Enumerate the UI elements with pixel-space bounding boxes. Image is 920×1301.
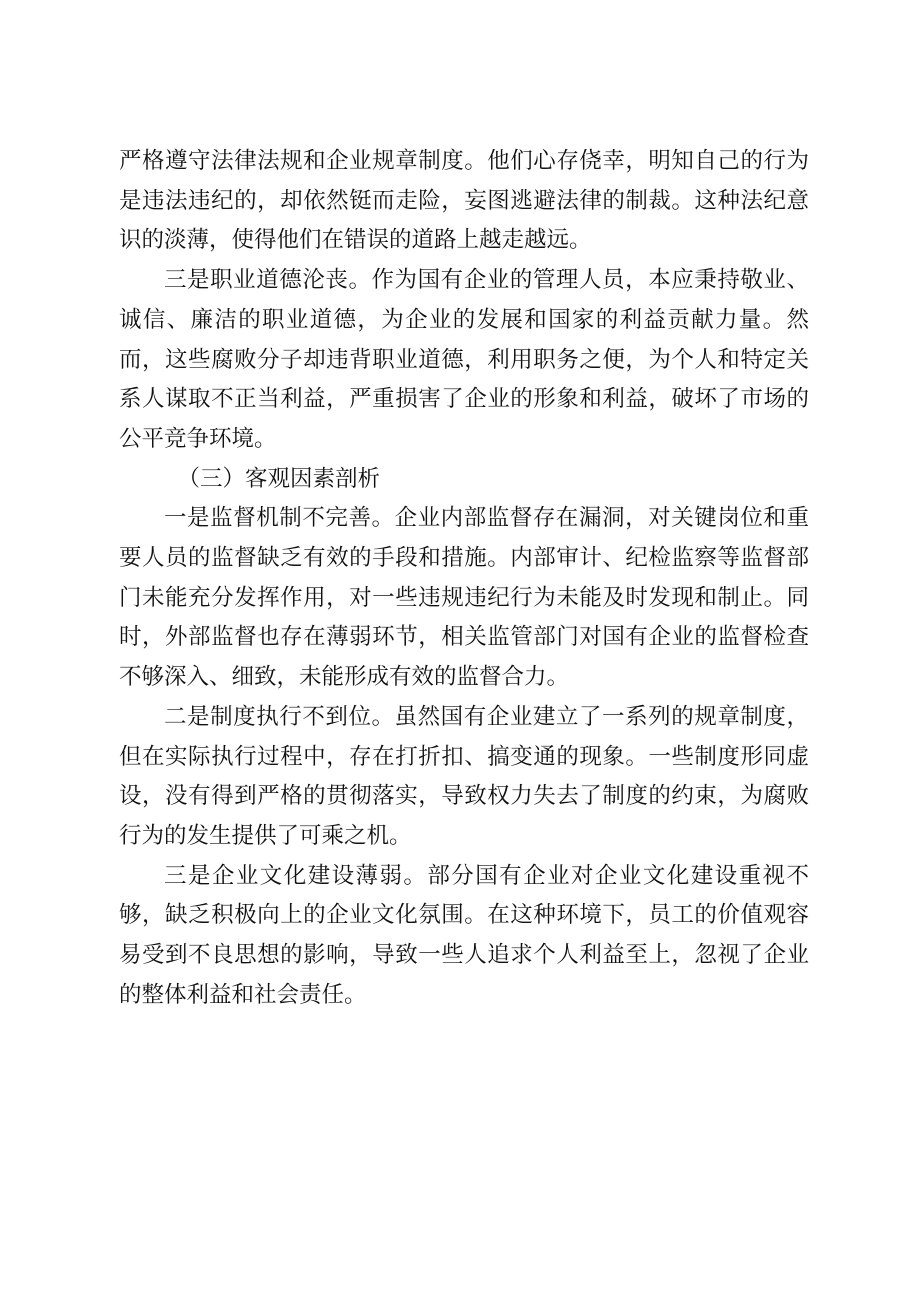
- document-body: [119, 142, 809, 1015]
- section-heading-objective-factors: （三）客观因素剖析: [177, 465, 381, 492]
- paragraph-continuation: 严格遵守法律法规和企业规章制度。他们心存侥幸，明知自己的行为是违法违纪的，却依然铤而走险，妄图逃避法律的制裁。这种法纪意识的淡薄，使得他们在错误的道路上越走越远。: [119, 148, 809, 254]
- paragraph-corporate-culture: 三是企业文化建设薄弱。部分国有企业对企业文化建设重视不够，缺乏积极向上的企业文化氛围。在这种环境下，员工的价值观容易受到不良思想的影响，导致一些人追求个人利益至上，忽视了企业的整体利益和社会责任。: [119, 862, 809, 1008]
- paragraph-system-implementation: 二是制度执行不到位。虽然国有企业建立了一系列的规章制度，但在实际执行过程中，存在打折扣、搞变通的现象。一些制度形同虚设，没有得到严格的贯彻落实，导致权力失去了制度的约束，为腐败行为的发生提供了可乘之机。: [119, 703, 809, 849]
- paragraph-professional-ethics: 三是职业道德沦丧。作为国有企业的管理人员，本应秉持敬业、诚信、廉洁的职业道德，为企业的发展和国家的利益贡献力量。然而，这些腐败分子却违背职业道德，利用职务之便，为个人和特定关系人谋取不正当利益，严重损害了企业的形象和利益，破坏了市场的公平竞争环境。: [119, 267, 809, 452]
- paragraph-supervision-mechanism: 一是监督机制不完善。企业内部监督存在漏洞，对关键岗位和重要人员的监督缺乏有效的手段和措施。内部审计、纪检监察等监督部门未能充分发挥作用，对一些违规违纪行为未能及时发现和制止。同时，外部监督也存在薄弱环节，相关监管部门对国有企业的监督检查不够深入、细致，未能形成有效的监督合力。: [119, 505, 809, 691]
